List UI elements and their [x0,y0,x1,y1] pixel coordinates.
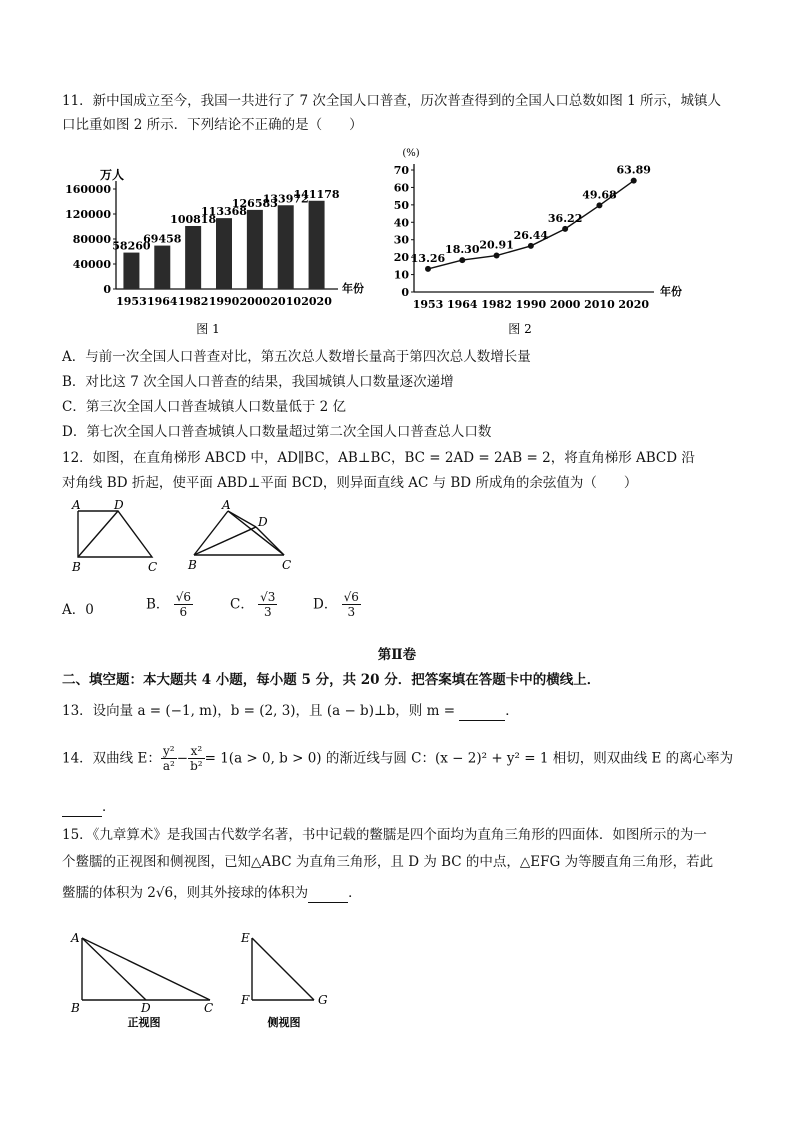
chart2-point [631,178,637,184]
front-view-caption: 正视图 [127,1016,161,1029]
chart2-point [494,253,500,259]
chart1-ytick-label: 120000 [65,208,111,221]
chart1-bar [247,210,263,289]
q11-option-a: A．与前一次全国人口普查对比，第五次总人数增长量高于第四次总人数增长量 [62,349,531,365]
label-d3: D [141,1001,151,1015]
q14-b2: b² [190,759,203,773]
side-view-caption: 侧视图 [267,1016,301,1029]
q11-option-d: D．第七次全国人口普查城镇人口数量超过第二次全国人口普查总人口数 [62,424,492,440]
label-e: E [241,931,250,945]
q14-minus: − [176,750,189,767]
label-a2: A [222,498,231,512]
label-c2: C [282,558,292,572]
q12-folded-figure [184,497,300,575]
q12-d-den: 3 [347,605,356,619]
chart1-bar [216,218,232,289]
label-d2: D [258,515,268,529]
q12-option-a: A．0 [62,602,94,618]
label-a: A [72,498,81,512]
q15-end: ． [348,885,362,901]
q14 [62,744,733,773]
q13-answer-blank[interactable] [459,702,505,721]
chart2-ylabel: (%) [402,148,420,159]
q12-option-d [313,590,361,619]
q12-option-b-prefix: B． [146,596,170,613]
q14-rest: = 1(a > 0, b > 0) 的渐近线与圆 C：(x − 2)² + y² = 1 相切，则双曲线 E 的离心率为 [204,750,734,767]
q11-stem-line2: 口比重如图 2 所示．下列结论不正确的是（ ） [62,117,363,133]
chart1-bar [278,205,294,289]
chart1-data-label: 58260 [112,239,151,253]
section-heading: 二、填空题：本大题共 4 小题，每小题 5 分，共 20 分．把答案填在答题卡中的横线上． [62,672,601,688]
chart1-bar [185,226,201,289]
label-a3: A [71,931,80,945]
chart2-ytick-label: 60 [393,181,409,195]
q11-stem-line1: 11．新中国成立至今，我国一共进行了 7 次全国人口普查，历次普查得到的全国人口总数如图 1 所示，城镇人 [62,93,722,109]
chart1-ytick-label: 80000 [72,233,111,246]
chart2-point [562,226,568,232]
chart1-ytick-label: 160000 [65,183,111,196]
chart2-xtick-label: 1990 [515,298,547,311]
chart2-ytick-label: 50 [393,198,409,212]
chart1-bar [154,246,170,289]
chart2-xtick-label: 1982 [481,298,512,311]
q15-side-view [236,926,336,1030]
chart1-xlabel: 年份 [342,282,364,295]
chart2-ytick-label: 0 [401,286,409,299]
chart2-data-label: 36.22 [547,211,583,225]
q12-stem-line1: 12．如图，在直角梯形 ABCD 中，AD∥BC，AB⊥BC，BC = 2AD = 2AB = 2，将直角梯形 ABCD 沿 [62,450,695,466]
q11-option-c: C．第三次全国人口普查城镇人口数量低于 2 亿 [62,399,347,415]
chart1-xtick-label: 1990 [208,295,240,308]
chart2-xtick-label: 2020 [618,298,650,311]
chart1-data-label: 133972 [262,192,309,206]
label-b: B [72,560,81,574]
chart1-xtick-label: 2010 [270,295,302,308]
q12-stem-line2: 对角线 BD 折起，使平面 ABD⊥平面 BCD，则异面直线 AC 与 BD 所成角的余弦值为（ ） [62,475,638,491]
q15-line3: 鳖臑的体积为 2√6，则其外接球的体积为 [62,885,309,901]
chart2-data-label: 49.68 [582,188,617,202]
chart2-title: 图 2 [508,322,532,336]
q15-line1: 15．《九章算术》是我国古代数学名著，书中记载的鳖臑是四个面均为直角三角形的四面体．如图所示的为一 [62,827,707,843]
q15-line2: 个鳖臑的正视图和侧视图，已知△ABC 为直角三角形，且 D 为 BC 的中点，△EFG 为等腰直角三角形，若此 [62,854,714,870]
chart2-data-label: 18.30 [445,243,480,257]
chart2-data-label: 13.26 [410,251,446,265]
chart1-xtick-label: 1953 [116,295,147,308]
chart2-data-label: 26.44 [513,228,549,242]
chart1-title: 图 1 [196,322,220,336]
chart2-data-label: 20.91 [479,238,514,252]
chart2-ytick-label: 40 [393,216,409,230]
q12-b-num: √6 [175,590,191,604]
q14-prefix: 14．双曲线 E： [62,750,161,767]
q14-answer-blank[interactable] [62,798,102,817]
chart2-point [596,202,602,208]
q14-answer-line [62,798,116,817]
chart1-data-label: 100818 [170,212,217,226]
label-b3: B [71,1001,80,1015]
q12-option-c-prefix: C． [230,596,254,613]
q12-option-c [230,590,277,619]
chart1-data-label: 141178 [293,187,340,201]
chart1-ylabel: 万人 [99,168,125,182]
q12-c-den: 3 [263,605,272,619]
chart1-data-label: 113368 [201,205,247,219]
q15-answer-blank[interactable] [308,884,348,903]
chart2-point [528,243,534,249]
q14-x2: x² [188,744,205,759]
q14-end: ． [102,799,116,815]
chart1-data-label: 69458 [143,232,182,246]
chart1-xtick-label: 2020 [301,295,332,308]
q14-y2: y² [161,744,177,759]
population-bar-chart [60,152,380,342]
q15-front-view [66,926,226,1030]
q12-b-den: 6 [179,605,188,619]
chart2-xtick-label: 1953 [412,298,444,311]
q12-c-num: √3 [260,590,276,604]
urban-ratio-line-chart [392,145,697,342]
section-title: 第Ⅱ卷 [377,647,417,663]
chart2-point [425,266,431,272]
q13-end: ． [505,703,519,719]
chart2-xtick-label: 1964 [446,298,478,311]
chart2-ytick-label: 70 [393,164,409,177]
chart2-xlabel: 年份 [660,285,682,298]
chart1-ytick-label: 0 [103,283,111,296]
chart2-ytick-label: 10 [393,268,409,282]
label-b2: B [188,558,197,572]
chart1-xtick-label: 1964 [146,295,178,308]
q13 [62,702,519,721]
chart2-point [459,257,465,263]
chart1-bar [309,201,325,289]
q12-trapezoid-figure [66,497,166,575]
label-g: G [318,993,328,1007]
label-d: D [114,498,124,512]
q12-option-d-prefix: D． [313,596,338,613]
q11-option-b: B．对比这 7 次全国人口普查的结果，我国城镇人口数量逐次递增 [62,374,454,390]
chart1-bar [123,253,139,289]
q15-line3-wrap [62,884,362,903]
label-c3: C [204,1001,214,1015]
chart1-ytick-label: 40000 [72,258,111,271]
q13-text: 13．设向量 a = (−1, m)，b = (2, 3)，且 (a − b)⊥b，则 m = [62,703,460,719]
chart2-ytick-label: 30 [393,233,409,247]
q12-option-b [146,590,193,619]
chart2-ytick-label: 20 [393,251,409,265]
chart1-xtick-label: 2000 [239,295,271,308]
chart1-data-label: 126583 [231,196,278,210]
label-c: C [148,560,158,574]
q12-d-num: √6 [343,590,359,604]
q14-a2: a² [162,759,175,773]
label-f: F [241,993,250,1007]
chart1-xtick-label: 1982 [177,295,209,308]
chart2-xtick-label: 2010 [584,298,615,311]
chart2-data-label: 63.89 [616,163,651,177]
chart2-xtick-label: 2000 [549,298,581,311]
